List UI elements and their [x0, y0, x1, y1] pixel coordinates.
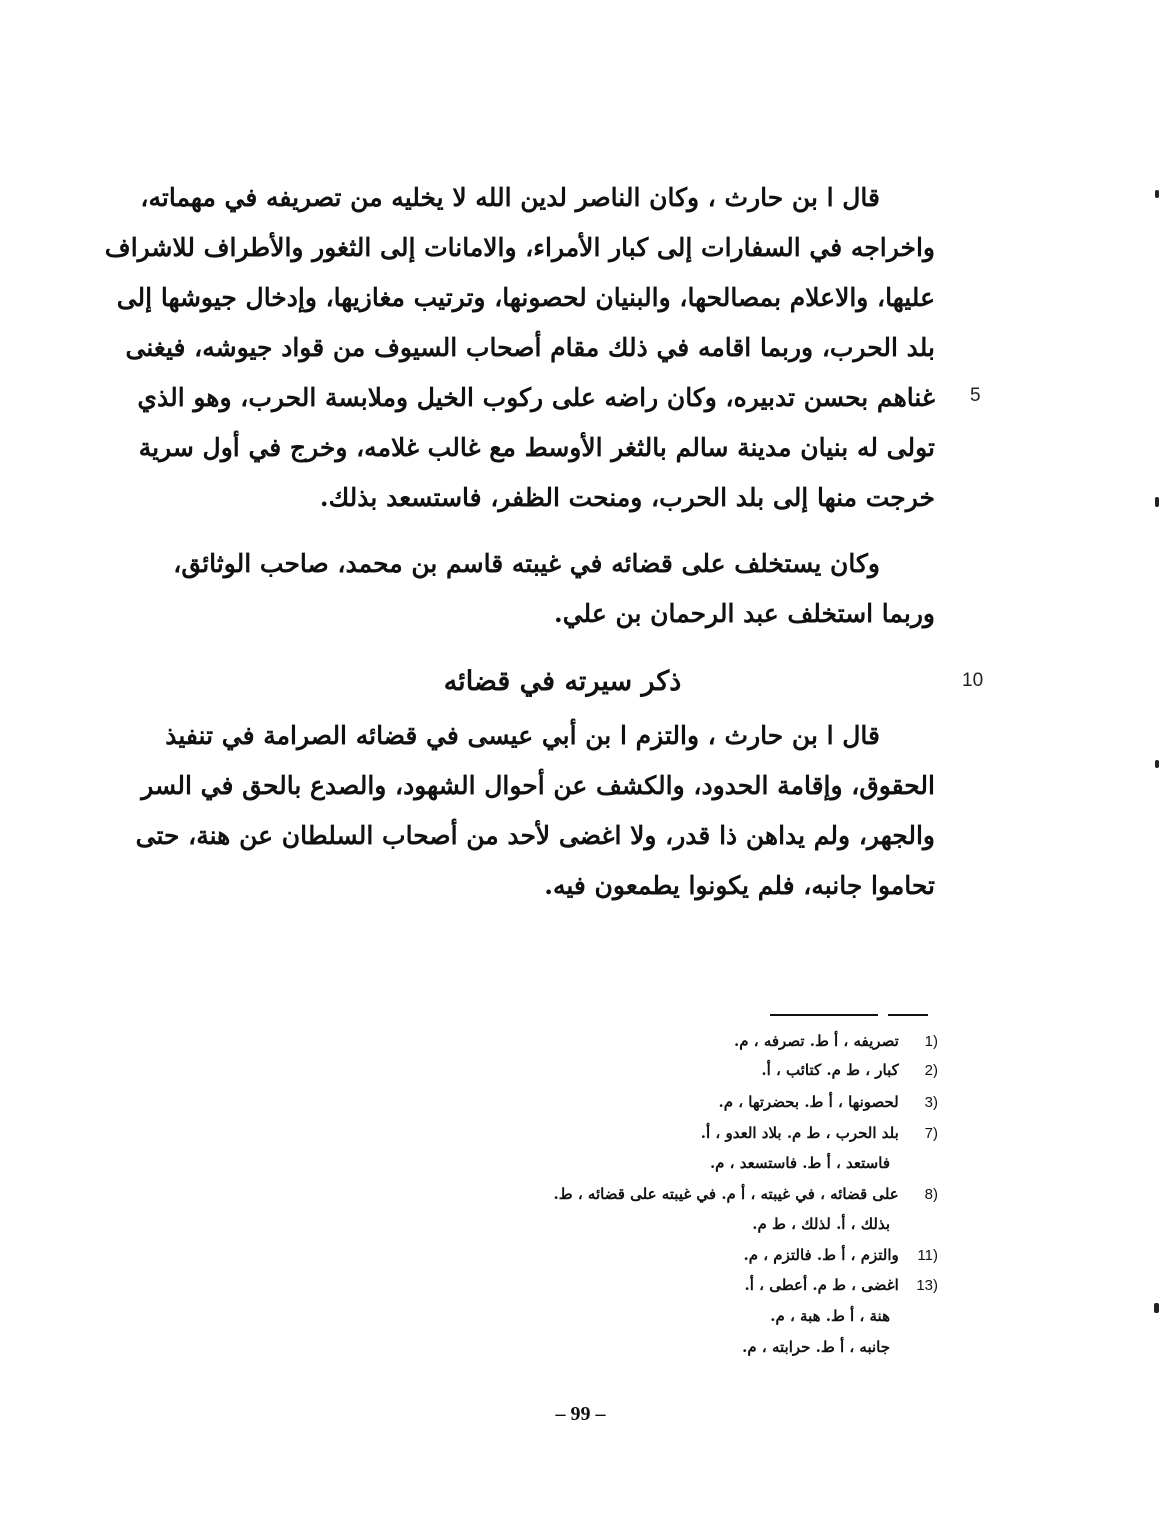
- footnote-number: 7): [924, 1125, 938, 1142]
- paragraph1-line-6: تولى له بنيان مدينة سالم بالثغر الأوسط مع غالب غلامه، وخرج في أول سرية: [138, 433, 935, 462]
- line-number-5: 5: [970, 385, 981, 406]
- footnote-text: بذلك ، أ. لذلك ، ط م.: [752, 1215, 890, 1233]
- footnote-rule-short: [888, 1014, 928, 1016]
- footnote-number: 3): [924, 1094, 938, 1111]
- footnote-number: 1): [924, 1033, 938, 1050]
- paragraph1-line-7: خرجت منها إلى بلد الحرب، ومنحت الظفر، فاستسعد بذلك.: [319, 483, 935, 512]
- footnote-13-continued-2: [500, 1336, 938, 1360]
- scan-mark: [1155, 190, 1159, 198]
- footnote-8-continued: [500, 1213, 938, 1237]
- paragraph2-line-1: وكان يستخلف على قضائه في غيبته قاسم بن محمد، صاحب الوثائق،: [173, 549, 880, 578]
- footnote-number: 11): [917, 1247, 938, 1264]
- paragraph3-line-4: تحاموا جانبه، فلم يكونوا يطمعون فيه.: [544, 871, 935, 900]
- footnote-11: [500, 1244, 938, 1268]
- paragraph1-line-5: غناهم بحسن تدبيره، وكان راضه على ركوب الخيل وملابسة الحرب، وهو الذي: [137, 383, 935, 412]
- footnote-text: اغضى ، ط م. أعطى ، أ.: [744, 1276, 899, 1294]
- paragraph2-line-2: وربما استخلف عبد الرحمان بن علي.: [554, 599, 935, 628]
- paragraph3-line-1: قال ا بن حارث ، والتزم ا بن أبي عيسى في قضائه الصرامة في تنفيذ: [165, 721, 880, 750]
- footnote-text: والتزم ، أ ط. فالتزم ، م.: [743, 1246, 899, 1264]
- footnote-text: فاستعد ، أ ط. فاستسعد ، م.: [709, 1154, 890, 1172]
- scan-mark: [1155, 760, 1159, 768]
- scan-mark: [1155, 497, 1159, 507]
- footnote-number: 2): [924, 1062, 938, 1079]
- line-number-10: 10: [962, 670, 984, 691]
- paragraph1-line-3: عليها، والاعلام بمصالحها، والبنيان لحصونها، وترتيب مغازيها، وإدخال جيوشها إلى: [116, 283, 935, 312]
- paragraph3-line-2: الحقوق، وإقامة الحدود، والكشف عن أحوال الشهود، والصدع بالحق في السر: [141, 771, 935, 800]
- footnote-text: بلد الحرب ، ط م. بلاد العدو ، أ.: [700, 1124, 899, 1142]
- footnote-1: [500, 1030, 938, 1054]
- footnote-text: لحصونها ، أ ط. بحضرتها ، م.: [718, 1093, 899, 1111]
- footnote-2: [500, 1059, 938, 1083]
- footnote-text: تصريفه ، أ ط. تصرفه ، م.: [734, 1032, 899, 1050]
- footnote-text: هنة ، أ ط. هبة ، م.: [770, 1307, 890, 1325]
- footnote-text: على قضائه ، في غيبته ، أ م. في غيبته على قضائه ، ط.: [553, 1185, 899, 1203]
- footnote-text: جانبه ، أ ط. حرابته ، م.: [742, 1338, 890, 1356]
- footnote-13-continued-1: [500, 1305, 938, 1329]
- paragraph1-line-4: بلد الحرب، وربما اقامه في ذلك مقام أصحاب السيوف من قواد جيوشه، فيغنى: [125, 333, 935, 362]
- page-number: – 99 –: [555, 1403, 606, 1425]
- footnote-7-continued: [500, 1152, 938, 1176]
- footnote-number: 13): [916, 1277, 938, 1294]
- footnote-rule-long: [770, 1014, 878, 1016]
- footnote-number: 8): [924, 1186, 938, 1203]
- paragraph3-line-3: والجهر، ولم يداهن ذا قدر، ولا اغضى لأحد من أصحاب السلطان عن هنة، حتى: [135, 821, 935, 850]
- section-heading: ذكر سيرته في قضائه: [443, 666, 682, 697]
- paragraph1-line-1: قال ا بن حارث ، وكان الناصر لدين الله لا يخليه من تصريفه في مهماته،: [140, 183, 880, 212]
- scan-mark: [1154, 1303, 1159, 1313]
- footnote-7: [500, 1122, 938, 1146]
- footnote-3: [500, 1091, 938, 1115]
- paragraph1-line-2: واخراجه في السفارات إلى كبار الأمراء، والامانات إلى الثغور والأطراف للاشراف: [104, 233, 935, 262]
- footnote-text: كبار ، ط م. كتائب ، أ.: [761, 1061, 899, 1079]
- footnote-13: [500, 1274, 938, 1298]
- footnote-8: [500, 1183, 938, 1207]
